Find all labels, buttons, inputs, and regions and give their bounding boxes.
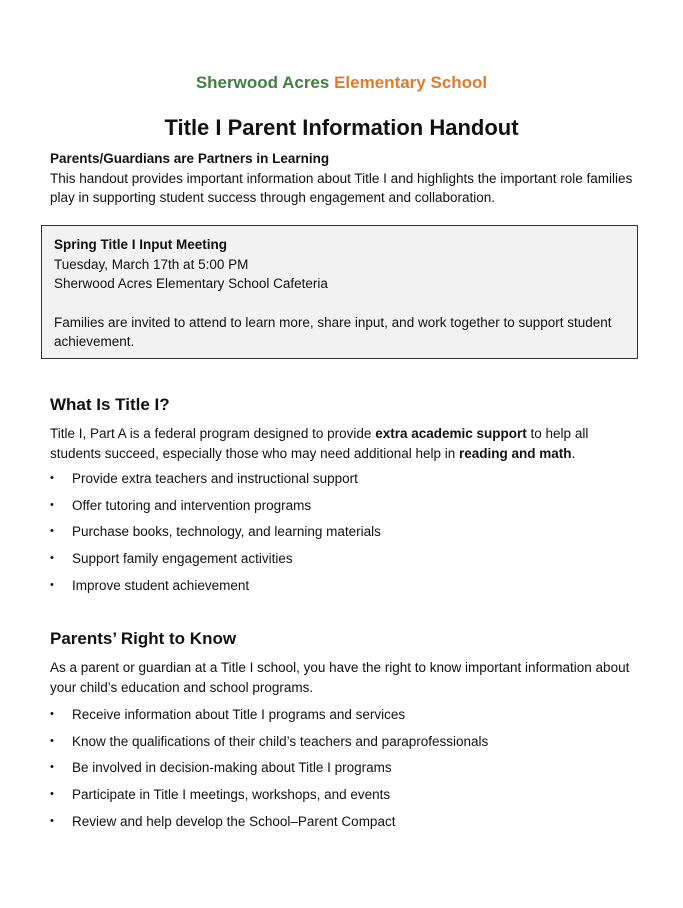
school-name-orange: Elementary School <box>334 73 488 92</box>
bullet-icon: • <box>50 498 54 511</box>
what-is-title-heading: What Is Title I? <box>50 395 170 414</box>
list-item: • Support family engagement activities <box>50 551 293 567</box>
list-item: • Improve student achievement <box>50 577 250 593</box>
list-item: • Review and help develop the School–Parent Compact <box>50 813 396 829</box>
list-item: • Offer tutoring and intervention programs <box>50 497 312 513</box>
bullet-icon: • <box>50 578 54 591</box>
bullet-icon: • <box>50 734 54 747</box>
meeting-title: Spring Title I Input Meeting <box>54 237 227 252</box>
meeting-box <box>41 225 638 359</box>
what-is-title-paragraph: Title I, Part A is a federal program designed to provide extra academic support to help all students succeed, especially those who may need additional help in reading and math. <box>50 426 589 461</box>
page-title: Title I Parent Information Handout <box>164 115 519 140</box>
bullet-icon: • <box>50 552 54 565</box>
bullet-icon: • <box>50 472 54 484</box>
school-name <box>0 72 683 94</box>
intro-section <box>50 149 640 208</box>
bullet-icon: • <box>50 708 54 720</box>
intro-text: This handout provides important information about Title I and highlights the important role families play in supporting student success through engagement and collaboration. <box>50 170 633 205</box>
parent-rights-list <box>50 706 640 839</box>
school-name-green: Sherwood Acres <box>195 73 330 92</box>
list-item: • Participate in Title I meetings, workshops, and events <box>50 787 391 803</box>
meeting-note: Families are invited to attend to learn more, share input, and work together to support student achievement. <box>54 314 612 349</box>
title-uses-list <box>50 470 640 603</box>
right-to-know-heading: Parents’ Right to Know <box>50 629 237 648</box>
meeting-date: Tuesday, March 17th at 5:00 PM <box>54 256 249 272</box>
bullet-icon: • <box>50 814 54 827</box>
bullet-icon: • <box>50 788 54 801</box>
meeting-location: Sherwood Acres Elementary School Cafeteria <box>54 276 328 291</box>
intro-heading: Parents/Guardians are Partners in Learning <box>50 151 330 166</box>
list-item: • Receive information about Title I programs and services <box>50 707 406 722</box>
list-item: • Purchase books, technology, and learning materials <box>50 524 381 540</box>
bullet-icon: • <box>50 525 54 538</box>
list-item: • Be involved in decision-making about Title I programs <box>50 760 392 776</box>
list-item: • Provide extra teachers and instructional support <box>50 471 358 486</box>
list-item: • Know the qualifications of their child’s teachers and paraprofessionals <box>50 733 489 749</box>
right-to-know-paragraph: As a parent or guardian at a Title I school, you have the right to know important information about your child’s education and school programs. <box>50 660 630 695</box>
bullet-icon: • <box>50 761 54 774</box>
